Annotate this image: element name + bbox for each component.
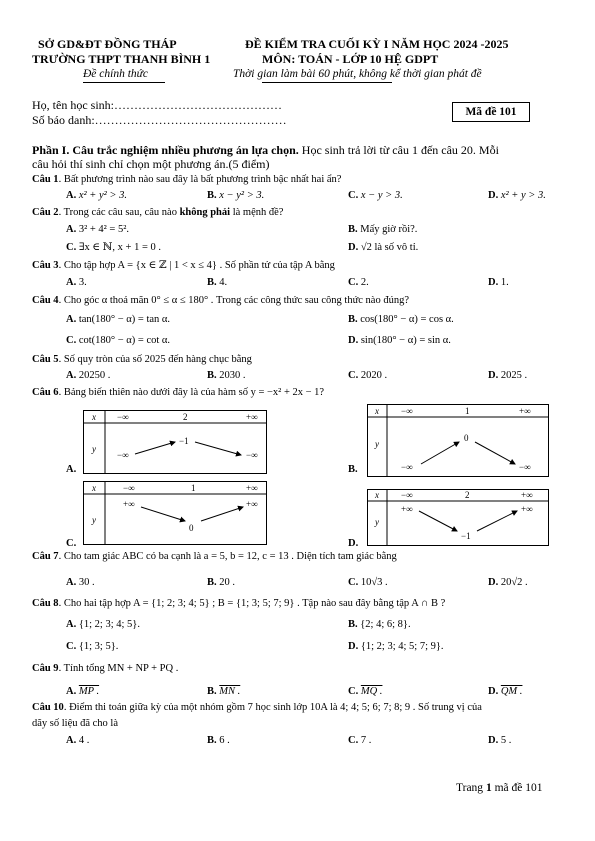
y-label: y	[92, 515, 96, 525]
option-letter: C.	[66, 242, 77, 253]
page-footer	[456, 781, 542, 795]
student-id-line: Số báo danh:…………………………………………	[32, 113, 287, 127]
option-text: √2 là số vô tỉ.	[360, 242, 419, 253]
y-mid: −1	[461, 531, 471, 541]
q6-option-c[interactable]	[66, 537, 76, 550]
q1-option-c[interactable]	[348, 189, 403, 202]
q4-option-a[interactable]	[66, 313, 170, 326]
option-text: 7 .	[360, 735, 372, 746]
option-text: 2025 .	[500, 370, 528, 381]
q10-option-b[interactable]	[207, 734, 230, 747]
x-start: −∞	[117, 412, 129, 422]
option-letter: A.	[66, 314, 77, 325]
y-end: +∞	[521, 504, 533, 514]
option-text: 4 .	[78, 735, 90, 746]
q-label: Câu 8	[32, 598, 59, 609]
arrow-up	[201, 507, 243, 521]
y-mid: 0	[189, 523, 194, 533]
q-label: Câu 4	[32, 295, 59, 306]
option-letter: A.	[66, 735, 77, 746]
arrow-down	[141, 507, 185, 521]
x-label: x	[92, 483, 96, 493]
option-text: {1; 2; 3; 4; 5; 7; 9}.	[360, 641, 444, 652]
option-text: 2030 .	[219, 370, 246, 381]
exam-title: ĐỀ KIỂM TRA CUỐI KỲ I NĂM HỌC 2024 -2025	[245, 37, 509, 51]
option-letter: D.	[348, 538, 359, 549]
option-letter: C.	[348, 577, 359, 588]
question-5	[32, 353, 252, 366]
q8-option-c[interactable]	[66, 640, 118, 653]
arrow-up	[135, 442, 175, 454]
q9-option-b[interactable]	[207, 685, 240, 698]
option-text: 20 .	[219, 577, 236, 588]
x-start: −∞	[401, 406, 413, 416]
variation-table-b	[367, 404, 549, 477]
option-text: x² + y² > 3.	[78, 190, 128, 201]
option-letter: A.	[66, 464, 77, 475]
option-letter: B.	[348, 314, 358, 325]
q3-option-a[interactable]	[66, 276, 87, 289]
q10-option-d[interactable]	[488, 734, 511, 747]
option-letter: C.	[348, 277, 359, 288]
q-label: Câu 6	[32, 387, 59, 398]
option-text: cos(180° − α) = cos α.	[360, 314, 454, 325]
option-letter: A.	[66, 277, 77, 288]
variation-table-a	[83, 410, 267, 474]
option-letter: C.	[66, 641, 77, 652]
option-text: MQ .	[360, 686, 383, 697]
question-6	[32, 386, 324, 399]
q1-option-d[interactable]	[488, 189, 546, 202]
option-letter: D.	[348, 242, 359, 253]
question-7	[32, 550, 397, 563]
q-label: Câu 5	[32, 354, 59, 365]
q7-option-c[interactable]	[348, 576, 388, 589]
option-letter: B.	[207, 370, 217, 381]
option-letter: D.	[348, 641, 359, 652]
option-letter: C.	[66, 335, 77, 346]
q9-option-d[interactable]	[488, 685, 522, 698]
footer-code: mã đề 101	[491, 782, 543, 794]
option-text: 5 .	[500, 735, 512, 746]
part1-desc1: Học sinh trả lời từ câu 1 đến câu 20. Mỗi	[298, 143, 499, 157]
q-text: . Điểm thi toán giữa kỳ của một nhóm gồm 7 học sinh lớp 10A là 4; 4; 5; 6; 7; 8; 9 . Số trung vị của	[63, 702, 482, 713]
option-text: 10√3 .	[360, 577, 388, 588]
q7-option-d[interactable]	[488, 576, 528, 589]
option-text: 4.	[219, 277, 228, 288]
y-start: −∞	[401, 462, 413, 472]
option-letter: C.	[66, 538, 77, 549]
q-text: . Cho hai tập hợp A = {1; 2; 3; 4; 5} ; B = {1; 3; 5; 7; 9} . Tập nào sau đây bằng tập A ∩ B ?	[58, 598, 446, 609]
option-text: MP .	[78, 686, 100, 697]
x-end: +∞	[521, 490, 533, 500]
header-rule-right	[262, 82, 392, 83]
option-letter: D.	[348, 335, 359, 346]
q-label: Câu 3	[32, 260, 59, 271]
option-letter: B.	[207, 735, 217, 746]
option-letter: D.	[488, 577, 499, 588]
option-letter: D.	[488, 686, 499, 697]
exam-time: Thời gian làm bài 60 phút, không kể thời gian phát đề	[233, 68, 482, 80]
option-letter: D.	[488, 370, 499, 381]
school-name: TRƯỜNG THPT THANH BÌNH 1	[32, 52, 211, 66]
part1-desc2: câu hỏi thí sinh chỉ chọn một phương án.(5 điểm)	[32, 157, 270, 171]
q2-option-a[interactable]	[66, 223, 129, 236]
option-text: QM .	[500, 686, 523, 697]
y-end: −∞	[519, 462, 531, 472]
q6-option-b[interactable]	[348, 463, 358, 476]
y-start: +∞	[401, 504, 413, 514]
x-end: +∞	[246, 483, 258, 493]
x-start: −∞	[123, 483, 135, 493]
q5-option-b[interactable]	[207, 369, 246, 382]
option-text: 20250 .	[78, 370, 111, 381]
option-text: {2; 4; 6; 8}.	[360, 619, 411, 630]
x-end: +∞	[246, 412, 258, 422]
q5-option-a[interactable]	[66, 369, 110, 382]
x-label: x	[92, 412, 96, 422]
dept-name: SỞ GD&ĐT ĐỒNG THÁP	[38, 37, 177, 51]
option-text: 20√2 .	[500, 577, 528, 588]
x-mid: 2	[465, 490, 470, 500]
option-letter: B.	[207, 686, 217, 697]
option-letter: A.	[66, 370, 77, 381]
option-letter: D.	[488, 190, 499, 201]
x-start: −∞	[401, 490, 413, 500]
q6-option-d[interactable]	[348, 537, 358, 550]
q9-option-c[interactable]	[348, 685, 382, 698]
option-letter: A.	[66, 577, 77, 588]
q-text-end: là mệnh đề?	[230, 207, 284, 218]
q3-option-b[interactable]	[207, 276, 227, 289]
q5-option-d[interactable]	[488, 369, 527, 382]
option-letter: B.	[207, 277, 217, 288]
q3-option-d[interactable]	[488, 276, 509, 289]
q4-option-d[interactable]	[348, 334, 451, 347]
y-start: +∞	[123, 499, 135, 509]
y-end: −∞	[246, 450, 258, 460]
variation-table-d	[367, 489, 549, 546]
q8-option-a[interactable]	[66, 618, 140, 631]
option-text: 2020 .	[360, 370, 388, 381]
option-letter: B.	[207, 577, 217, 588]
q-label: Câu 10	[32, 702, 64, 713]
q-text: . Bảng biến thiên nào dưới đây là của hàm số y = −x² + 2x − 1?	[58, 387, 325, 398]
header-rule-left	[83, 82, 165, 83]
q8-option-b[interactable]	[348, 618, 411, 631]
q5-option-c[interactable]	[348, 369, 387, 382]
option-letter: A.	[66, 224, 77, 235]
exam-subject: MÔN: TOÁN - LỚP 10 HỆ GDPT	[262, 52, 439, 66]
option-text: 3² + 4² = 5².	[78, 224, 130, 235]
x-mid: 1	[191, 483, 196, 493]
arrow-down	[195, 442, 241, 455]
question-2	[32, 206, 283, 219]
q4-option-b[interactable]	[348, 313, 454, 326]
part1-title: Phần I. Câu trắc nghiệm nhiều phương án lựa chọn.	[32, 143, 299, 157]
option-text: x − y² > 3.	[219, 190, 265, 201]
arrow-up	[421, 442, 459, 464]
y-mid: 0	[464, 433, 469, 443]
q2-option-d[interactable]	[348, 241, 418, 254]
option-letter: C.	[348, 370, 359, 381]
y-label: y	[92, 444, 96, 454]
q1-option-a[interactable]	[66, 189, 127, 202]
q-text: . Cho tam giác ABC có ba cạnh là a = 5, b = 12, c = 13 . Diện tích tam giác bằng	[58, 551, 397, 562]
y-start: −∞	[117, 450, 129, 460]
q-text: . Cho góc α thoả mãn 0° ≤ α ≤ 180° . Trong các công thức sau công thức nào đúng?	[58, 295, 410, 306]
q1-option-b[interactable]	[207, 189, 264, 202]
y-label: y	[375, 439, 379, 449]
footer-page-label: Trang	[456, 782, 486, 794]
option-text: Mấy giờ rồi?.	[360, 224, 418, 235]
option-letter: B.	[207, 190, 217, 201]
y-mid: −1	[179, 436, 189, 446]
option-letter: B.	[348, 464, 358, 475]
part1-heading	[32, 143, 499, 158]
option-text: 2.	[360, 277, 369, 288]
option-text: {1; 3; 5}.	[78, 641, 119, 652]
option-text: MN .	[219, 686, 241, 697]
student-name-line: Họ, tên học sinh:……………………………………	[32, 98, 282, 112]
arrow-down	[475, 442, 515, 464]
option-letter: A.	[66, 686, 77, 697]
q8-option-d[interactable]	[348, 640, 444, 653]
option-text: cot(180° − α) = cot α.	[78, 335, 171, 346]
y-end: +∞	[246, 499, 258, 509]
option-letter: D.	[488, 277, 499, 288]
option-text: {1; 2; 3; 4; 5}.	[78, 619, 140, 630]
q4-option-c[interactable]	[66, 334, 170, 347]
option-letter: B.	[348, 224, 358, 235]
option-text: 30 .	[78, 577, 95, 588]
option-text: 1.	[500, 277, 509, 288]
arrow-down	[419, 511, 457, 531]
q-text: . Cho tập hợp A = {x ∈ ℤ | 1 < x ≤ 4} . Số phần tử của tập A bằng	[58, 260, 335, 271]
option-text: x − y > 3.	[360, 190, 403, 201]
question-10-line2: dãy số liệu đã cho là	[32, 718, 119, 729]
footer-page-number: 1	[485, 782, 492, 794]
x-mid: 1	[465, 406, 470, 416]
question-8	[32, 597, 445, 610]
option-text: 6 .	[219, 735, 230, 746]
option-letter: C.	[348, 190, 359, 201]
x-end: +∞	[519, 406, 531, 416]
q-label: Câu 9	[32, 663, 59, 674]
x-label: x	[375, 406, 379, 416]
option-text: x² + y > 3.	[500, 190, 546, 201]
q7-option-a[interactable]	[66, 576, 95, 589]
question-3	[32, 259, 335, 272]
arrow-up	[477, 511, 517, 531]
option-text: tan(180° − α) = tan α.	[78, 314, 171, 325]
q10-option-c[interactable]	[348, 734, 371, 747]
official-label: Đề chính thức	[83, 68, 149, 80]
table-border	[84, 482, 267, 545]
q-text: . Trong các câu sau, câu nào	[58, 207, 180, 218]
q-text: . Bất phương trình nào sau đây là bất phương trình bậc nhất hai ẩn?	[58, 174, 342, 185]
option-letter: B.	[348, 619, 358, 630]
q6-option-a[interactable]	[66, 463, 76, 476]
q-text: . Tính tổng MN + NP + PQ .	[58, 663, 179, 674]
option-text: sin(180° − α) = sin α.	[360, 335, 451, 346]
y-label: y	[375, 517, 379, 527]
option-letter: D.	[488, 735, 499, 746]
option-letter: C.	[348, 735, 359, 746]
option-letter: A.	[66, 619, 77, 630]
q-label: Câu 7	[32, 551, 59, 562]
q2-option-c[interactable]	[66, 241, 161, 254]
q-text: . Số quy tròn của số 2025 đến hàng chục bằng	[58, 354, 252, 365]
question-10	[32, 701, 482, 714]
option-text: 3.	[78, 277, 87, 288]
x-mid: 2	[183, 412, 188, 422]
q-label: Câu 2	[32, 207, 59, 218]
q10-option-a[interactable]	[66, 734, 89, 747]
x-label: x	[375, 490, 379, 500]
q-text-bold: không phải	[179, 207, 231, 218]
q3-option-c[interactable]	[348, 276, 369, 289]
question-9	[32, 662, 178, 675]
q2-option-b[interactable]	[348, 223, 417, 236]
variation-table-c	[83, 481, 267, 545]
exam-code-box: Mã đề 101	[452, 102, 530, 122]
option-letter: C.	[348, 686, 359, 697]
question-4	[32, 294, 409, 307]
question-1	[32, 173, 341, 186]
q-label: Câu 1	[32, 174, 59, 185]
option-letter: A.	[66, 190, 77, 201]
option-text: ∃x ∈ ℕ, x + 1 = 0 .	[78, 242, 162, 253]
q9-option-a[interactable]	[66, 685, 99, 698]
q7-option-b[interactable]	[207, 576, 235, 589]
